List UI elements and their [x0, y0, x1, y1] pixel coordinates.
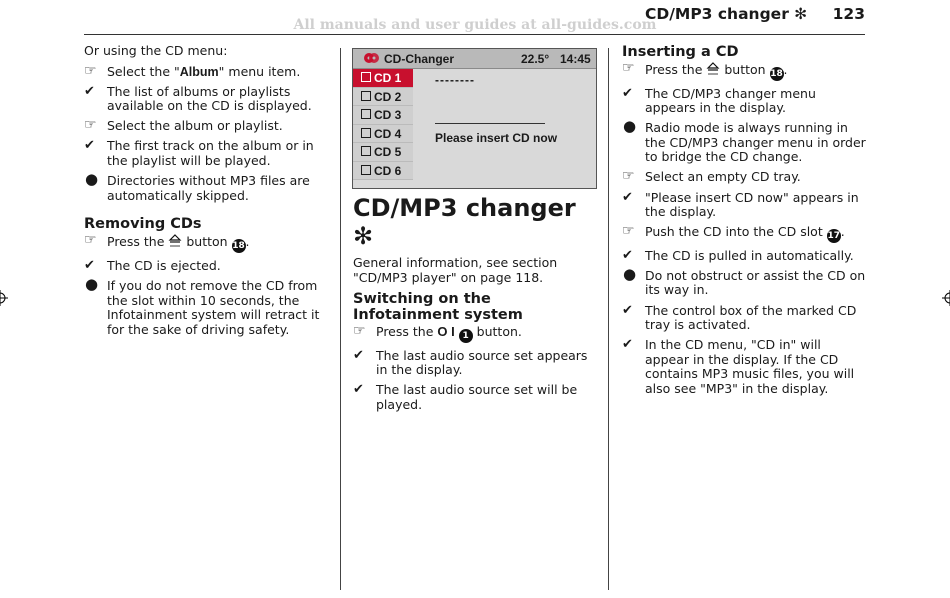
list-item: ☞ Push the CD into the CD slot 17. [622, 223, 845, 242]
list-item: ✔ The CD is pulled in automatically. [622, 247, 854, 263]
list-item: ☞ Press the button 18. [84, 232, 250, 252]
section-heading: Removing CDs [84, 216, 202, 233]
hand-icon: ☞ [622, 60, 635, 76]
list-item: ✔ The control box of the marked CD tray is activated. [622, 302, 857, 333]
hand-icon: ☞ [84, 117, 97, 134]
section-heading: Switching on the Infotainment system [353, 291, 523, 324]
cd-changer-display [352, 48, 597, 189]
cd-slot-6[interactable]: CD 6 [353, 162, 413, 181]
list-item: ✔ In the CD menu, "CD in" will appear in the display. If the CD contains MP3 music files, you will also see "MP3" in the display. [622, 337, 855, 396]
power-button-symbol: O I [437, 324, 455, 340]
display-time: 14:45 [560, 52, 591, 66]
registration-mark-icon [942, 290, 950, 306]
cd-slot-5[interactable]: CD 5 [353, 143, 413, 162]
header-rule [84, 34, 865, 35]
cd-icon [363, 52, 381, 64]
display-header [353, 49, 596, 69]
list-item: ● Radio mode is always running in the CD/MP3 changer menu in order to bridge the CD change. [623, 117, 866, 165]
list-item: ● Do not obstruct or assist the CD on its way in. [623, 264, 866, 298]
check-icon: ✔ [622, 247, 633, 263]
column-divider [608, 48, 609, 590]
cd-slot-4[interactable]: CD 4 [353, 125, 413, 144]
bullet-icon: ● [85, 170, 99, 189]
cd-slot-1[interactable]: CD 1 [353, 69, 413, 88]
list-item: ✔ "Please insert CD now" appears in the display. [622, 189, 859, 220]
check-icon: ✔ [622, 302, 633, 318]
check-icon: ✔ [622, 189, 633, 205]
list-item: ✔ The list of albums or playlists available on the CD is displayed. [84, 83, 312, 114]
list-item: ✔ The first track on the album or in the playlist will be played. [84, 138, 314, 169]
registration-mark-icon [0, 290, 8, 306]
check-icon: ✔ [84, 83, 95, 99]
bullet-icon: ● [623, 117, 637, 136]
list-item: ☞ Select the album or playlist. [84, 117, 283, 134]
display-message: Please insert CD now [435, 131, 558, 145]
callout-number: 17 [827, 231, 840, 242]
list-item: ☞ Select the "Album" menu item. [84, 62, 301, 79]
cd-menu-steps [84, 62, 330, 204]
bullet-icon: ● [623, 264, 637, 283]
check-icon: ✔ [353, 347, 364, 363]
display-temperature: 22.5° [521, 52, 550, 66]
checkbox-icon [361, 91, 371, 101]
column-right [622, 44, 866, 402]
list-item: ● Directories without MP3 files are automatically skipped. [85, 170, 310, 203]
list-item: ✔ The last audio source set appears in the display. [353, 347, 588, 378]
display-title: CD-Changer [384, 52, 455, 66]
cd-slot-list [353, 69, 413, 180]
column-middle [353, 194, 593, 418]
intro-text: General information, see section "CD/MP3 player" on page 118. [353, 255, 558, 285]
checkbox-icon [361, 146, 371, 156]
list-item: ✔ The last audio source set will be played. [353, 382, 578, 412]
watermark: All manuals and user guides at all-guides.com [293, 17, 657, 33]
page-header [645, 5, 865, 23]
section-heading: Inserting a CD [622, 44, 739, 60]
bullet-icon: ● [85, 274, 99, 293]
list-item: ✔ The CD is ejected. [84, 257, 221, 273]
hand-icon: ☞ [84, 62, 97, 79]
list-item: ☞ Press the button 18. [622, 60, 788, 79]
hand-icon: ☞ [353, 323, 366, 340]
menu-item-name: Album [179, 64, 219, 79]
hand-icon: ☞ [622, 223, 635, 240]
check-icon: ✔ [353, 382, 364, 398]
hand-icon: ☞ [622, 168, 635, 185]
eject-audio-icon [706, 62, 720, 76]
callout-number: 1 [459, 329, 473, 343]
eject-audio-icon [168, 234, 182, 248]
page-header-title: CD/MP3 changer ✻ [645, 5, 808, 23]
list-item: ✔ The CD/MP3 changer menu appears in the display. [622, 85, 816, 116]
callout-number: 18 [232, 241, 245, 252]
page-title: CD/MP3 changer ✻ [353, 194, 576, 250]
check-icon: ✔ [622, 337, 633, 353]
check-icon: ✔ [622, 85, 633, 101]
hand-icon: ☞ [84, 232, 97, 249]
list-item: ☞ Press the O I 1 button. [353, 323, 522, 342]
cd-slot-3[interactable]: CD 3 [353, 106, 413, 125]
page-number: 123 [832, 5, 865, 23]
column-left [84, 44, 330, 343]
checkbox-icon [361, 165, 371, 175]
column-divider [340, 48, 341, 590]
check-icon: ✔ [84, 257, 95, 273]
callout-number: 18 [770, 69, 783, 79]
list-item: ☞ Select an empty CD tray. [622, 168, 801, 185]
checkbox-icon [361, 109, 371, 119]
display-dashes: -------- [435, 73, 475, 87]
cd-slot-2[interactable]: CD 2 [353, 88, 413, 107]
checkbox-icon [361, 128, 371, 138]
display-separator [435, 123, 545, 124]
intro-text: Or using the CD menu: [84, 43, 228, 58]
check-icon: ✔ [84, 138, 95, 154]
checkbox-icon [361, 72, 371, 82]
list-item: ● If you do not remove the CD from the slot within 10 seconds, the Infotainment system will retract it for the sake of driving safety. [85, 274, 320, 337]
